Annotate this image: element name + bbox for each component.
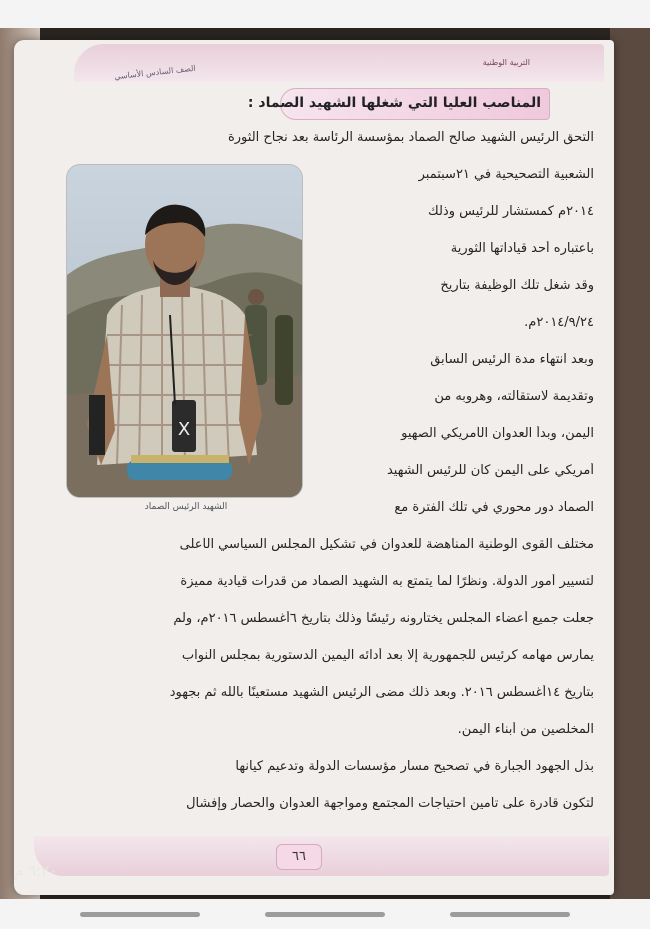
text-line: وقد شغل تلك الوظيفة بتاريخ bbox=[440, 278, 594, 293]
text-line: باعتباره أحد قياداتها الثورية bbox=[450, 241, 594, 256]
nav-recent-pill[interactable] bbox=[450, 912, 570, 917]
text-line: لتسيير أمور الدولة. ونظرًا لما يتمتع به الشهيد الصماد من قدرات قيادية مميزة bbox=[180, 574, 594, 589]
section-title-band bbox=[247, 88, 550, 120]
background-surface bbox=[610, 28, 650, 899]
navigation-bar bbox=[0, 899, 650, 929]
header-grade-label: الصف السادس الأساسي bbox=[113, 63, 197, 82]
photo-caption: الشهيد الرئيس الصماد bbox=[144, 502, 228, 512]
section-title: المناصب العليا التي شغلها الشهيد الصماد : bbox=[247, 95, 541, 111]
text-line: أمريكي على اليمن كان للرئيس الشهيد bbox=[386, 463, 594, 478]
text-line: ٢٠١٤م كمستشار للرئيس وذلك bbox=[428, 204, 594, 219]
text-line: المخلصين من أبناء اليمن. bbox=[457, 722, 594, 737]
text-line: وبعد انتهاء مدة الرئيس السابق bbox=[430, 352, 594, 367]
text-line: يمارس مهامه كرئيس للجمهورية إلا بعد أدائه اليمين الدستورية بمجلس النواب bbox=[181, 648, 594, 663]
header-subject-label: التربية الوطنية bbox=[482, 58, 530, 67]
text-line: جعلت جميع أعضاء المجلس يختارونه رئيسًا وذلك بتاريخ ٦أغسطس ٢٠١٦م، ولم bbox=[173, 611, 594, 626]
timestamp: ٦:٢٠ م bbox=[14, 862, 58, 880]
nav-home-pill[interactable] bbox=[265, 912, 385, 917]
status-bar bbox=[0, 0, 650, 28]
nav-back-pill[interactable] bbox=[80, 912, 200, 917]
text-line: الصماد دور محوري في تلك الفترة مع bbox=[394, 500, 594, 515]
portrait-photo bbox=[66, 164, 303, 498]
text-line: ٢٠١٤/٩/٢٤م. bbox=[524, 315, 594, 330]
text-line: لتكون قادرة على تأمين احتياجات المجتمع ومواجهة العدوان والحصار وإفشال bbox=[186, 796, 594, 811]
photo-viewer[interactable] bbox=[0, 28, 650, 899]
text-line: وتقديمة لاستقالته، وهروبه من bbox=[434, 389, 594, 404]
text-line: بتاريخ ١٤أغسطس ٢٠١٦. وبعد ذلك مضى الرئيس الشهيد مستعينًا بالله ثم بجهود bbox=[169, 685, 594, 700]
book-page bbox=[14, 40, 614, 895]
text-line: اليمن، وبدأ العدوان الأمريكي الصهيو bbox=[401, 426, 594, 441]
svg-text:X: X bbox=[177, 419, 191, 440]
text-line: مختلف القوى الوطنية المناهضة للعدوان في تشكيل المجلس السياسي الأعلى bbox=[179, 537, 594, 552]
text-line: بذل الجهود الجبارة في تصحيح مسار مؤسسات الدولة وتدعيم كيانها bbox=[235, 759, 594, 774]
portrait-illustration bbox=[67, 165, 302, 497]
text-line: التحق الرئيس الشهيد صالح الصماد بمؤسسة الرئاسة بعد نجاح الثورة bbox=[227, 130, 594, 145]
text-line: الشعبية التصحيحية في ٢١سبتمبر bbox=[418, 167, 594, 182]
page-number: ٦٦ bbox=[276, 844, 322, 870]
page-header-band bbox=[74, 44, 604, 82]
